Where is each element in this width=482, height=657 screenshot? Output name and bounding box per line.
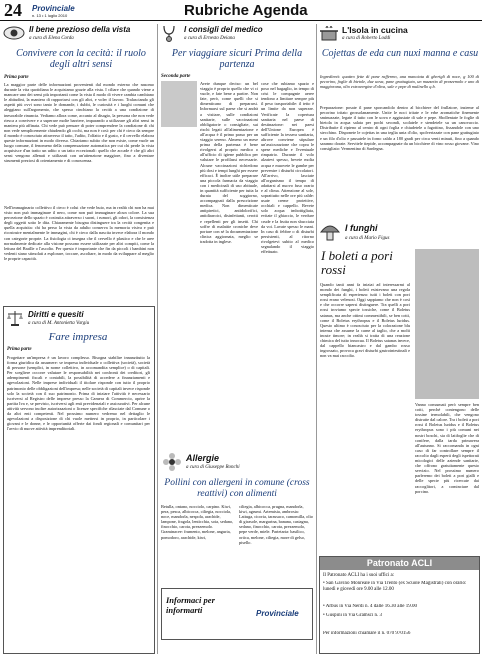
allergie-foods-right: ciliegia, albicocca, prugna, mandorla, kiwi, agrumi. Artemisia, ambrosia: Lattuga, cicoria, tarassaco, camomilla, olio di girasole, margarina, banana, castagna, sedano, finocchio, carota, prezzemolo, pepe verde, miele. Parietaria: basilico, ortica, melone, ciliegia, more di gelso, pisello. <box>239 504 313 545</box>
fungi-author: a cura di Mario Figus <box>345 236 390 241</box>
info-box-logo: Provinciale <box>256 609 299 618</box>
flower-icon <box>161 452 183 472</box>
diritti-box <box>3 306 155 654</box>
stethoscope-icon <box>160 24 180 42</box>
allergie-title: Allergie <box>186 453 220 463</box>
article-headline: Per viaggiare sicuri Prima della partenza <box>171 48 303 70</box>
article-body: La maggior parte delle informazioni provenienti dal mondo esterno che nasomo durante la vita quotidiana le acquisiamo grazie alla vista. I ciliare che quando viene a mancare uno dei sensi più importanti come la vista il modo di vivere cambia cambiano le abitudini, la maniera di rapportarsi con gli altri, e voler il lavoro. Tralasciando gli aspetti più ovvi sono tanto le domande, i dubbi, le curiosità e i luoghi comuni che aleggiano sull'argomento, che spesso cinchiano la cecità a una condizione di inesorabile rinuncia. Vediamo allora come, accanto al disagio, la persona che non vede riesca a convivere e a superare molte barriere, imparando a utilizzare gli altri sensi in maniera più affinata. Chi vede può pensare di poter comprendere la condizione di chi non vede semplicemente chiudendo gli occhi, ma non è così: per chi è cieco da sempre il mondo è conosciuto attraverso il tatto, l'udito, l'olfatto e il gusto, e il cervello elabora queste informazioni in modo diverso. Chiariamo subito che non esiste, come vuole un luogo comune, il fenomeno della compensazione automatica per cui chi perde la vista acquisisce d'un tratto un udito o un tatto eccezionali: quello che accade è che gli altri sensi vengono allenati e utilizzati con un'attenzione maggiore, fino a diventare strumenti preziosi di orientamento e di conoscenza. <box>4 82 154 164</box>
allergie-section <box>160 452 314 652</box>
info-box <box>161 588 313 640</box>
recipe-headline: Cojettas de eda cun nuxi manna e casu <box>321 48 479 59</box>
pot-icon <box>319 24 339 42</box>
fungi-headline: I boleti a pori rossi <box>321 248 393 277</box>
recipe-ingredients: Ingredienti: quattro fette di pane raffermo, una manciata di gherigli di noce, g 100 di pecorino, foglie di bietole, due uova, pane grattugiato, un mazzetto di prezzemolo e uno di maggiorana, olio extravergine d'oliva, sale e pepe di mulinello q.b. <box>320 74 479 90</box>
fungi-body-left: Quando tanti anni fa iniziai ad interessarmi al mondo dei funghi, i boleti esistevano una regola semplificata di esperienza: tutti i boleti con pori rossi erano velenosi. Oggi sappiamo che non è così e che occorre sapersi distinguere. Tra quelli a pori rossi troviamo specie tossiche, come il Boletus satanas, ma anche ottimi commestibili, se ben cotti, come il Boletus erythropus e il Boletus luridus. Questo ultimo è conosciuto per la colorazione blu intensa che assume la carne al taglio, che a molti incute timore; in realtà si tratta di una reazione chimica del tutto innocua. Il Boletus satanas invece, dal cappello biancastro e dal gambo rosso ingrossato, provoca gravi disturbi gastrointestinali e non va mai raccolto. <box>320 282 410 359</box>
patronato-intro: Il Patronato ACLI ha i suoi uffici a: <box>323 573 395 578</box>
article-kicker: Prima parte <box>4 75 29 80</box>
article-headline: Convivere con la cecità: il ruolo degli altri sensi <box>16 48 146 70</box>
allergie-author: a cura di Giuseppe Ronchi <box>186 465 240 470</box>
info-box-text: Informaci per informarti <box>166 595 215 615</box>
section-title: Rubriche Agenda <box>184 2 308 19</box>
column-title: I consigli del medico <box>184 25 263 34</box>
page-header <box>0 0 482 21</box>
patronato-title: Patronato ACLI <box>320 557 479 570</box>
article-body-right: cose che rubiamo spazio e poso nel bagaglio, in tempo di crisi le compagnie aeree tendono a limitare sempre più il peso trasportabile: il tetto è un limite da non superare. Verificate la copertura sanitaria nel paese di destinazione: nei paesi dell'Unione Europea è sufficiente la tessera sanitaria, altrove conviene stipulare un'assicurazione che copra le spese mediche e l'eventuale rimpatrio. Durante il volo alzatevi spesso, bevete molta acqua e muovete le gambe per prevenire i disturbi circolatori. All'arrivo, lasciate all'organismo il tempo di adattarsi al nuovo fuso orario e al clima. Attenzione al sole, soprattutto nelle ore più calde: usate creme protettive, occhiali e cappello. Bevete solo acqua imbottigliata, evitate il ghiaccio, le verdure crude e la frutta non sbucciata da voi. Lavate spesso le mani. In caso di febbre o di disturbi persistenti, al ritorno rivolgetevi subito al medico segnalando il viaggio effettuato. <box>261 81 314 255</box>
allergie-foods-left: Betulla, ontano, nocciolo, carpino. Kiwi, pera, pesca, albicocca, ciliegia, nocciola, noce, mandorla, nespola, arachide, lampone, fragola, lenticchia, soia, sedano, finocchio, carota, prezzemolo. Graminacee: frumento, melone, anguria, pomodoro, arachide, kiwi, <box>161 504 234 540</box>
column-author: a cura di Elena Corda <box>29 36 74 41</box>
patronato-box <box>319 556 480 654</box>
issue-info: n. 13 • 1 luglio 2010 <box>32 13 68 18</box>
newspaper-logo: Provinciale <box>32 4 75 13</box>
article-body-left: Avete dunque deciso: un bel viaggio è proprio quello che vi ci vuole, e fate bene a partire. Non fate, però, come quelli che si dimenticano di prepararsi. Informarsi sul paese che si andrà a visitare, sulle condizioni sanitarie, sulle vaccinazioni obbligatorie o consigliate, sui rischi legati all'alimentazione e all'acqua è il primo passo per un viaggio sereno. Almeno un mese prima della partenza è bene rivolgersi al proprio medico o all'ufficio di igiene pubblica per valutare le profilassi necessarie. Alcune vaccinazioni richiedono più dosi e tempi lunghi per essere efficaci. È inoltre utile preparare una piccola farmacia da viaggio con i medicinali di uso abituale, in quantità sufficiente per tutta la durata del soggiorno, accompagnati dalla prescrizione medica. Non dimenticate antipiretici, antidolorifici, antidiarroici, disinfettanti, cerotti e repellenti per gli insetti. Chi soffre di malattie croniche deve portare con sé la documentazione clinica aggiornata, meglio se tradotta in inglese. <box>200 81 258 244</box>
article-kicker: Seconda parte <box>161 74 191 79</box>
page-number: 24 <box>4 0 22 20</box>
patronato-item: • San Gavino Monreale in Via Trento (ex Scuole Magistrali) con orario: lunedì e giovedì ore 9.00 alle 12.00 <box>323 581 467 592</box>
eye-icon <box>3 24 25 42</box>
box-body: Progettare un'impresa è un lavoro complesso. Bisogna stabilire innanzitutto la forma giuridica da assumere: se impresa individuale o collettiva (società), società di persone (semplici, in nome collettivo, in accomandita semplice) o di capitali. Per scegliere occorre valutare le responsabilità nei confronti dei creditori, gli adempimenti fiscali e contabili, la possibilità di accedere a finanziamenti e agevolazioni. Nelle imprese individuali il titolare risponde con tutto il proprio patrimonio delle obbligazioni dell'impresa; nelle società di capitali invece risponde solo la società con il suo patrimonio. Prima di iniziare l'attività è necessario iscriversi al Registro delle imprese presso la Camera di Commercio, aprire la partita Iva e, se previsto, iscriversi agli enti previdenziali e assicurativi. Per alcune attività servono inoltre autorizzazioni o licenze specifiche rilasciate dal Comune o da altri enti competenti. Nel prossimo numero vedremo nel dettaglio le agevolazioni a disposizione di chi vuole mettersi in proprio, in particolare i giovani e le donne, e le opportunità offerte dai fondi regionali e comunitari per l'avvio di nuove attività imprenditoriali. <box>7 355 150 432</box>
column-divider <box>157 24 158 654</box>
column-vista <box>3 24 155 654</box>
scales-icon <box>6 309 24 327</box>
allergie-headline: Pollini con allergeni in comune (cross reattivi) con alimenti <box>164 478 310 499</box>
article-photo <box>161 81 197 127</box>
column-author: a cura di Roberto Loddi <box>342 36 391 41</box>
column-cucina <box>319 24 480 654</box>
article-body-continued: Nell'immaginario collettivo il cieco è colui che vede buio, ma in realtà chi non ha mai visto non può immaginare il nero, come non può immaginare alcun colore. La sua percezione dello spazio è costruita attraverso i suoni, i rumori, gli odori, la consistenza degli oggetti sotto le dita. Chiaramente bisogna distinguere tra la cecità congenita e quella acquisita: chi ha perso la vista da adulto conserva la memoria visiva e può ricostruire mentalmente le immagini, chi è cieco dalla nascita invece elabora il mondo con categorie proprie. La fisiologia ci insegna che il cervello è plastico e che le aree normalmente dedicate alla visione possono essere utilizzate per altri compiti, come la lettura del Braille o l'ascolto. Per questo è importante che fin da piccoli i bambini non vedenti siano stimolati a esplorare, toccare, ascoltare, in modo da sviluppare al meglio le proprie capacità. <box>4 205 154 261</box>
mushroom-icon <box>319 222 341 242</box>
patronato-info: Per informazioni chiamare il n. 070 970156 <box>323 631 411 636</box>
fungi-body-right: Vanno consumati però sempre ben cotti, perché contengono delle tossine termolabili, che vengono distrutte dal calore. Tra i boleti a pori rossi il Boletus luridus e il Boletus erythropus sono i più comuni nei nostri boschi, sia di latifoglie che di conifere, dalla tarda primavera all'autunno. Si raccomanda in ogni caso di far controllare sempre il raccolto dagli esperti degli ispettorati micologici delle aziende sanitarie, che offrono gratuitamente questo servizio. Nel prossimo numero parleremo dei boleti a pori gialli e delle specie più ricercate dai raccoglitori, a cominciare dal porcino. <box>415 402 479 494</box>
column-title: Il bene prezioso della vista <box>29 25 131 34</box>
column-author: a cura di Ernesto Deiana <box>184 36 235 41</box>
header-rule <box>0 20 482 21</box>
column-divider <box>316 24 317 654</box>
column-medico <box>160 24 314 654</box>
box-headline: Fare impresa <box>48 331 108 343</box>
fungi-title: I funghi <box>345 223 378 233</box>
box-kicker: Prima parte <box>7 347 32 352</box>
mushroom-photo <box>415 249 479 399</box>
patronato-item: • Arbus in Via Nerdi n. 4 dalle 16.30 alle 19.00 <box>323 604 417 609</box>
column-title: L'Isola in cucina <box>342 25 408 35</box>
box-author: a cura di M. Antonietta Vargiu <box>28 321 90 326</box>
box-title: Diritti e quesiti <box>28 310 84 319</box>
recipe-preparation: Preparazione: posate il pane sporcandolo dentro al bicchiere del frullatore, insieme al pecorino tritato grossolanamente. Unite le noci tritate e le erbe aromatiche finemente sminuzzate, legate il tutto con le uova e aggiustate di sale e pepe. Sbollentate le foglie di bietola in acqua salata per pochi secondi, scolatele e stendetele su un canovaccio. Distribuite il ripieno al centro di ogni foglia e chiudetele a fagottino, fissandole con uno stecchino. Disponete le cojettas in una teglia unta d'olio, spolverizzate con pane grattugiato e un filo d'olio e passatele in forno caldo a 180 gradi per circa venti minuti, fino a quando saranno dorate. Servitele tiepide, accompagnate da un bicchiere di vino rosso giovane. Vino consigliato: Vermentino di Sardegna. <box>320 105 479 151</box>
patronato-item: • Guspini in Via Gramsci n. 3 <box>323 613 382 618</box>
